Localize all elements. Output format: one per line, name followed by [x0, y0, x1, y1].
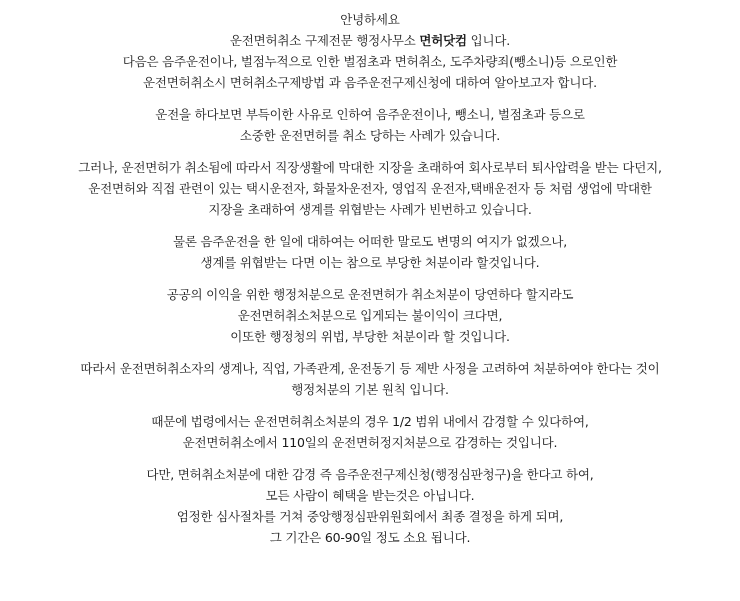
text-line: 운전면허취소시 면허취소구제방법 과 음주운전구제신청에 대하여 알아보고자 합니다. [143, 75, 597, 90]
text-segment: 운전면허취소 구제전문 행정사무소 [229, 33, 420, 48]
text-line: 생계를 위협받는 다면 이는 참으로 부당한 처분이라 할것입니다. [200, 255, 540, 270]
text-line: 운전을 하다보면 부득이한 사유로 인하여 음주운전이나, 뺑소니, 벌점초과 등으로 [155, 107, 585, 122]
text-line: 물론 음주운전을 한 일에 대하여는 어떠한 말로도 변명의 여지가 없겠으나, [173, 234, 567, 249]
paragraph [0, 231, 740, 273]
paragraph [0, 157, 740, 220]
text-line: 엄정한 심사절차를 거쳐 중앙행정심판위원회에서 최종 결정을 하게 되며, [176, 509, 564, 524]
text-line: 지장을 초래하여 생계를 위협받는 사례가 빈번하고 있습니다. [208, 202, 532, 217]
text-line: 따라서 운전면허취소자의 생계나, 직업, 가족관계, 운전동기 등 제반 사정을 고려하여 처분하여야 한다는 것이 [80, 361, 660, 376]
paragraph [0, 9, 740, 93]
text-line [0, 30, 740, 51]
text-line: 그러나, 운전면허가 취소됨에 따라서 직장생활에 막대한 지장을 초래하여 회사로부터 퇴사압력을 받는 다던지, [78, 160, 662, 175]
text-line: 공공의 이익을 위한 행정처분으로 운전면허가 취소처분이 당연하다 할지라도 [166, 287, 574, 302]
text-line: 운전면허취소에서 110일의 운전면허정지처분으로 감경하는 것입니다. [182, 435, 558, 450]
text-line: 그 기간은 60-90일 정도 소요 됩니다. [269, 530, 471, 545]
text-line: 안녕하세요 [340, 12, 400, 27]
paragraph [0, 358, 740, 400]
text-line: 때문에 법령에서는 운전면허취소처분의 경우 1/2 범위 내에서 감경할 수 있다하여, [151, 414, 589, 429]
text-line: 행정처분의 기본 원칙 입니다. [291, 382, 449, 397]
text-line: 다만, 면허취소처분에 대한 감경 즉 음주운전구제신청(행정심판청구)을 한다고 하여, [146, 467, 594, 482]
text-line: 운전면허취소처분으로 입게되는 불이익이 크다면, [237, 308, 503, 323]
paragraph [0, 464, 740, 548]
paragraph [0, 411, 740, 453]
paragraph [0, 284, 740, 347]
text-segment: 입니다. [466, 33, 511, 48]
brand-name: 면허닷컴 [419, 33, 467, 48]
paragraph [0, 104, 740, 146]
text-line: 소중한 운전면허를 취소 당하는 사례가 있습니다. [239, 128, 501, 143]
text-line: 다음은 음주운전이나, 벌점누적으로 인한 벌점초과 면허취소, 도주차량죄(뺑소니)등 으로인한 [122, 54, 618, 69]
text-line: 모든 사람이 혜택을 받는것은 아닙니다. [265, 488, 475, 503]
text-line: 이또한 행정청의 위법, 부당한 처분이라 할 것입니다. [230, 329, 510, 344]
text-line: 운전면허와 직접 관련이 있는 택시운전자, 화물차운전자, 영업직 운전자,택배운전자 등 처럼 생업에 막대한 [88, 181, 652, 196]
